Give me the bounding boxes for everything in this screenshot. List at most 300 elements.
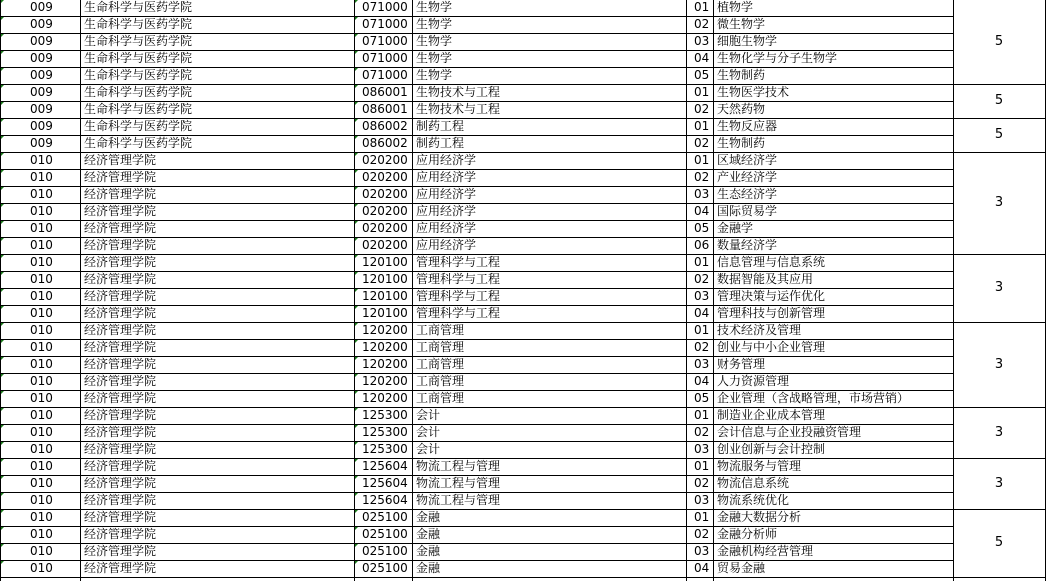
college-code-cell[interactable] — [0, 50, 80, 67]
major-code-cell[interactable] — [354, 560, 412, 577]
college-code-cell[interactable] — [0, 169, 80, 186]
major-code-cell[interactable] — [354, 424, 412, 441]
college-code-cell[interactable] — [0, 118, 80, 135]
major-code-cell[interactable] — [354, 407, 412, 424]
major-name-cell[interactable] — [412, 152, 686, 169]
direction-code-cell[interactable] — [686, 407, 713, 424]
direction-code-cell[interactable] — [686, 339, 713, 356]
grid-line — [0, 84, 953, 85]
cell-text: 创业创新与会计控制 — [717, 442, 826, 456]
major-code-cell[interactable] — [354, 509, 412, 526]
college-name-cell[interactable] — [80, 458, 354, 475]
direction-name-cell[interactable] — [713, 135, 953, 152]
cell-text: 金融 — [416, 527, 441, 541]
direction-code-cell[interactable] — [686, 152, 713, 169]
major-name-cell[interactable] — [412, 169, 686, 186]
major-name-cell[interactable] — [412, 356, 686, 373]
direction-name-cell[interactable] — [713, 152, 953, 169]
cell-text: 02 — [694, 340, 710, 354]
college-name-cell[interactable] — [80, 152, 354, 169]
direction-code-cell[interactable] — [686, 135, 713, 152]
college-name-cell[interactable] — [80, 339, 354, 356]
college-name-cell[interactable] — [80, 220, 354, 237]
college-name-cell[interactable] — [80, 271, 354, 288]
college-name-cell[interactable] — [80, 203, 354, 220]
major-code-cell[interactable] — [354, 237, 412, 254]
direction-name-cell[interactable] — [713, 288, 953, 305]
direction-code-cell[interactable] — [686, 33, 713, 50]
cell-text: 经济管理学院 — [84, 323, 157, 337]
major-name-cell[interactable] — [412, 254, 686, 271]
credit-cell[interactable]: 3 — [994, 357, 1004, 372]
cell-text: 125300 — [362, 408, 408, 422]
college-code-cell[interactable] — [0, 407, 80, 424]
major-code-cell[interactable] — [354, 441, 412, 458]
cell-text: 01 — [694, 408, 710, 422]
college-code-cell[interactable] — [0, 475, 80, 492]
cell-text: 010 — [30, 527, 53, 541]
direction-name-cell[interactable] — [713, 186, 953, 203]
cell-text: 03 — [694, 493, 710, 507]
college-code-cell[interactable] — [0, 339, 80, 356]
major-code-cell[interactable] — [354, 492, 412, 509]
direction-name-cell[interactable] — [713, 390, 953, 407]
major-code-cell[interactable] — [354, 271, 412, 288]
college-code-cell[interactable] — [0, 356, 80, 373]
college-name-cell[interactable] — [80, 441, 354, 458]
major-name-cell[interactable] — [412, 220, 686, 237]
college-name-cell[interactable] — [80, 492, 354, 509]
college-code-cell[interactable] — [0, 458, 80, 475]
cell-text: 金融分析师 — [717, 527, 778, 541]
direction-code-cell[interactable] — [686, 288, 713, 305]
major-code-cell[interactable] — [354, 84, 412, 101]
cell-text: 01 — [694, 255, 710, 269]
cell-text: 03 — [694, 289, 710, 303]
college-code-cell[interactable] — [0, 16, 80, 33]
major-name-cell[interactable] — [412, 33, 686, 50]
cell-text: 生命科学与医药学院 — [84, 17, 193, 31]
cell-text: 制造业企业成本管理 — [717, 408, 826, 422]
cell-text: 01 — [694, 510, 710, 524]
grid-line — [0, 577, 953, 578]
college-name-cell[interactable] — [80, 543, 354, 560]
major-code-cell[interactable] — [354, 322, 412, 339]
college-name-cell[interactable] — [80, 424, 354, 441]
cell-text: 经济管理学院 — [84, 306, 157, 320]
direction-name-cell[interactable] — [713, 458, 953, 475]
cell-text: 010 — [30, 221, 53, 235]
direction-code-cell[interactable] — [686, 492, 713, 509]
major-code-cell[interactable] — [354, 33, 412, 50]
cell-text: 120200 — [362, 357, 408, 371]
college-code-cell[interactable] — [0, 492, 80, 509]
direction-code-cell[interactable] — [686, 526, 713, 543]
direction-name-cell[interactable] — [713, 492, 953, 509]
grid-line — [0, 118, 953, 119]
major-name-cell[interactable] — [412, 407, 686, 424]
cell-text: 010 — [30, 408, 53, 422]
direction-name-cell[interactable] — [713, 526, 953, 543]
college-name-cell[interactable] — [80, 373, 354, 390]
direction-name-cell[interactable] — [713, 84, 953, 101]
direction-code-cell[interactable] — [686, 203, 713, 220]
college-name-cell[interactable] — [80, 356, 354, 373]
major-code-cell[interactable] — [354, 67, 412, 84]
direction-code-cell[interactable] — [686, 322, 713, 339]
direction-name-cell[interactable] — [713, 101, 953, 118]
grid-line — [0, 475, 953, 476]
cell-text: 生命科学与医药学院 — [84, 136, 193, 150]
college-code-cell[interactable] — [0, 390, 80, 407]
cell-text: 04 — [694, 51, 710, 65]
direction-code-cell[interactable] — [686, 305, 713, 322]
cell-text: 经济管理学院 — [84, 255, 157, 269]
direction-code-cell[interactable] — [686, 254, 713, 271]
college-name-cell[interactable] — [80, 322, 354, 339]
college-code-cell[interactable] — [0, 509, 80, 526]
major-code-cell[interactable] — [354, 373, 412, 390]
major-name-cell[interactable] — [412, 186, 686, 203]
direction-code-cell[interactable] — [686, 220, 713, 237]
cell-text: 经济管理学院 — [84, 561, 157, 575]
cell-text: 01 — [694, 85, 710, 99]
major-code-cell[interactable] — [354, 339, 412, 356]
major-name-cell[interactable] — [412, 424, 686, 441]
major-name-cell[interactable] — [412, 492, 686, 509]
cell-text: 制药工程 — [416, 119, 465, 133]
major-code-cell[interactable] — [354, 101, 412, 118]
major-name-cell[interactable] — [412, 288, 686, 305]
direction-code-cell[interactable] — [686, 169, 713, 186]
direction-code-cell[interactable] — [686, 16, 713, 33]
cell-text: 01 — [694, 0, 710, 14]
major-code-cell[interactable] — [354, 152, 412, 169]
cell-text: 物流系统优化 — [717, 493, 790, 507]
major-name-cell[interactable] — [412, 339, 686, 356]
college-name-cell[interactable] — [80, 169, 354, 186]
major-name-cell[interactable] — [412, 543, 686, 560]
direction-code-cell[interactable] — [686, 390, 713, 407]
direction-name-cell[interactable] — [713, 339, 953, 356]
direction-code-cell[interactable] — [686, 560, 713, 577]
direction-name-cell[interactable] — [713, 237, 953, 254]
college-name-cell[interactable] — [80, 67, 354, 84]
grid-line — [0, 0, 1, 581]
grid-line — [0, 560, 953, 561]
direction-code-cell[interactable] — [686, 543, 713, 560]
grid-line — [0, 322, 953, 323]
credit-cell[interactable]: 3 — [994, 195, 1004, 210]
major-name-cell[interactable] — [412, 101, 686, 118]
direction-name-cell[interactable] — [713, 475, 953, 492]
cell-text: 管理科学与工程 — [416, 272, 501, 286]
college-name-cell[interactable] — [80, 33, 354, 50]
cell-text: 生物制药 — [717, 68, 766, 82]
cell-text: 经济管理学院 — [84, 527, 157, 541]
direction-name-cell[interactable] — [713, 373, 953, 390]
cell-text: 经济管理学院 — [84, 272, 157, 286]
cell-text: 生命科学与医药学院 — [84, 34, 193, 48]
major-name-cell[interactable] — [412, 84, 686, 101]
direction-name-cell[interactable] — [713, 560, 953, 577]
major-name-cell[interactable] — [412, 475, 686, 492]
direction-code-cell[interactable] — [686, 50, 713, 67]
major-code-cell[interactable] — [354, 526, 412, 543]
direction-name-cell[interactable] — [713, 33, 953, 50]
major-name-cell[interactable] — [412, 373, 686, 390]
college-code-cell[interactable] — [0, 254, 80, 271]
cell-text: 010 — [30, 255, 53, 269]
credit-cell[interactable]: 5 — [994, 127, 1004, 142]
major-code-cell[interactable] — [354, 288, 412, 305]
cell-text: 009 — [30, 34, 53, 48]
grid-line — [1045, 0, 1046, 581]
credit-cell[interactable]: 3 — [994, 425, 1004, 440]
major-name-cell[interactable] — [412, 50, 686, 67]
cell-text: 经济管理学院 — [84, 510, 157, 524]
direction-name-cell[interactable] — [713, 305, 953, 322]
direction-name-cell[interactable] — [713, 356, 953, 373]
college-code-cell[interactable] — [0, 203, 80, 220]
direction-code-cell[interactable] — [686, 118, 713, 135]
college-name-cell[interactable] — [80, 390, 354, 407]
direction-code-cell[interactable] — [686, 67, 713, 84]
direction-name-cell[interactable] — [713, 271, 953, 288]
college-name-cell[interactable] — [80, 186, 354, 203]
direction-code-cell[interactable] — [686, 101, 713, 118]
direction-name-cell[interactable] — [713, 50, 953, 67]
college-code-cell[interactable] — [0, 288, 80, 305]
grid-line — [0, 152, 953, 153]
cell-text: 05 — [694, 68, 710, 82]
college-code-cell[interactable] — [0, 101, 80, 118]
cell-text: 经济管理学院 — [84, 187, 157, 201]
college-name-cell[interactable] — [80, 407, 354, 424]
major-code-cell[interactable] — [354, 254, 412, 271]
cell-text: 120100 — [362, 289, 408, 303]
college-name-cell[interactable] — [80, 84, 354, 101]
credit-cell[interactable]: 5 — [994, 34, 1004, 49]
direction-code-cell[interactable] — [686, 373, 713, 390]
major-name-cell[interactable] — [412, 0, 686, 16]
college-code-cell[interactable] — [0, 33, 80, 50]
cell-text: 工商管理 — [416, 357, 465, 371]
direction-name-cell[interactable] — [713, 0, 953, 16]
cell-text: 03 — [694, 442, 710, 456]
grid-line — [0, 169, 953, 170]
cell-text: 人力资源管理 — [717, 374, 790, 388]
grid-line — [713, 0, 714, 581]
major-code-cell[interactable] — [354, 135, 412, 152]
college-code-cell[interactable] — [0, 424, 80, 441]
direction-name-cell[interactable] — [713, 254, 953, 271]
cell-text: 国际贸易学 — [717, 204, 778, 218]
college-name-cell[interactable] — [80, 560, 354, 577]
grid-line — [412, 0, 413, 581]
cell-text: 05 — [694, 391, 710, 405]
major-code-cell[interactable] — [354, 186, 412, 203]
major-name-cell[interactable] — [412, 271, 686, 288]
college-code-cell[interactable] — [0, 135, 80, 152]
major-code-cell[interactable] — [354, 203, 412, 220]
major-name-cell[interactable] — [412, 526, 686, 543]
college-code-cell[interactable] — [0, 543, 80, 560]
major-name-cell[interactable] — [412, 560, 686, 577]
college-code-cell[interactable] — [0, 220, 80, 237]
cell-text: 工商管理 — [416, 323, 465, 337]
major-code-cell[interactable] — [354, 356, 412, 373]
major-code-cell[interactable] — [354, 543, 412, 560]
direction-name-cell[interactable] — [713, 509, 953, 526]
major-name-cell[interactable] — [412, 16, 686, 33]
major-code-cell[interactable] — [354, 475, 412, 492]
college-code-cell[interactable] — [0, 526, 80, 543]
cell-text: 技术经济及管理 — [717, 323, 802, 337]
major-code-cell[interactable] — [354, 220, 412, 237]
college-code-cell[interactable] — [0, 373, 80, 390]
cell-text: 细胞生物学 — [717, 34, 778, 48]
direction-code-cell[interactable] — [686, 84, 713, 101]
cell-text: 生物学 — [416, 51, 453, 65]
cell-text: 120100 — [362, 306, 408, 320]
college-name-cell[interactable] — [80, 101, 354, 118]
college-name-cell[interactable] — [80, 135, 354, 152]
cell-text: 经济管理学院 — [84, 357, 157, 371]
cell-text: 02 — [694, 272, 710, 286]
college-code-cell[interactable] — [0, 305, 80, 322]
credit-cell[interactable]: 5 — [994, 93, 1004, 108]
direction-code-cell[interactable] — [686, 237, 713, 254]
cell-text: 02 — [694, 170, 710, 184]
college-name-cell[interactable] — [80, 288, 354, 305]
direction-code-cell[interactable] — [686, 424, 713, 441]
college-code-cell[interactable] — [0, 67, 80, 84]
major-code-cell[interactable] — [354, 390, 412, 407]
college-name-cell[interactable] — [80, 526, 354, 543]
college-name-cell[interactable] — [80, 0, 354, 16]
cell-text: 04 — [694, 306, 710, 320]
direction-name-cell[interactable] — [713, 67, 953, 84]
grid-line — [953, 577, 1045, 578]
cell-text: 经济管理学院 — [84, 204, 157, 218]
college-name-cell[interactable] — [80, 16, 354, 33]
major-name-cell[interactable] — [412, 237, 686, 254]
major-name-cell[interactable] — [412, 458, 686, 475]
college-name-cell[interactable] — [80, 50, 354, 67]
major-name-cell[interactable] — [412, 441, 686, 458]
cell-text: 经济管理学院 — [84, 289, 157, 303]
cell-text: 经济管理学院 — [84, 442, 157, 456]
major-code-cell[interactable] — [354, 169, 412, 186]
major-code-cell[interactable] — [354, 118, 412, 135]
major-name-cell[interactable] — [412, 509, 686, 526]
college-name-cell[interactable] — [80, 237, 354, 254]
direction-code-cell[interactable] — [686, 509, 713, 526]
direction-code-cell[interactable] — [686, 356, 713, 373]
cell-text: 物流信息系统 — [717, 476, 790, 490]
cell-text: 071000 — [362, 0, 408, 14]
major-name-cell[interactable] — [412, 390, 686, 407]
direction-code-cell[interactable] — [686, 475, 713, 492]
credit-cell[interactable]: 5 — [994, 535, 1004, 550]
major-name-cell[interactable] — [412, 305, 686, 322]
grid-line — [0, 67, 953, 68]
direction-name-cell[interactable] — [713, 407, 953, 424]
college-code-cell[interactable] — [0, 322, 80, 339]
cell-text: 06 — [694, 238, 710, 252]
direction-name-cell[interactable] — [713, 203, 953, 220]
major-name-cell[interactable] — [412, 67, 686, 84]
direction-name-cell[interactable] — [713, 322, 953, 339]
major-code-cell[interactable] — [354, 458, 412, 475]
college-code-cell[interactable] — [0, 237, 80, 254]
college-name-cell[interactable] — [80, 509, 354, 526]
direction-code-cell[interactable] — [686, 271, 713, 288]
college-code-cell[interactable] — [0, 441, 80, 458]
cell-text: 生态经济学 — [717, 187, 778, 201]
direction-name-cell[interactable] — [713, 118, 953, 135]
direction-code-cell[interactable] — [686, 186, 713, 203]
cell-text: 009 — [30, 17, 53, 31]
major-code-cell[interactable] — [354, 0, 412, 16]
college-name-cell[interactable] — [80, 305, 354, 322]
major-name-cell[interactable] — [412, 135, 686, 152]
college-code-cell[interactable] — [0, 0, 80, 16]
college-code-cell[interactable] — [0, 186, 80, 203]
cell-text: 120100 — [362, 255, 408, 269]
college-code-cell[interactable] — [0, 152, 80, 169]
direction-name-cell[interactable] — [713, 543, 953, 560]
cell-text: 009 — [30, 102, 53, 116]
cell-text: 工商管理 — [416, 391, 465, 405]
direction-name-cell[interactable] — [713, 169, 953, 186]
major-code-cell[interactable] — [354, 16, 412, 33]
major-name-cell[interactable] — [412, 118, 686, 135]
direction-name-cell[interactable] — [713, 424, 953, 441]
cell-text: 金融机构经营管理 — [717, 544, 814, 558]
direction-code-cell[interactable] — [686, 0, 713, 16]
credit-cell[interactable]: 3 — [994, 476, 1004, 491]
cell-text: 009 — [30, 136, 53, 150]
grid-line — [0, 407, 953, 408]
college-name-cell[interactable] — [80, 475, 354, 492]
major-code-cell[interactable] — [354, 50, 412, 67]
college-code-cell[interactable] — [0, 271, 80, 288]
grid-line — [0, 339, 953, 340]
direction-name-cell[interactable] — [713, 16, 953, 33]
cell-text: 010 — [30, 476, 53, 490]
credit-cell[interactable]: 3 — [994, 280, 1004, 295]
major-name-cell[interactable] — [412, 322, 686, 339]
college-name-cell[interactable] — [80, 118, 354, 135]
cell-text: 009 — [30, 85, 53, 99]
college-code-cell[interactable] — [0, 560, 80, 577]
direction-name-cell[interactable] — [713, 220, 953, 237]
major-name-cell[interactable] — [412, 203, 686, 220]
cell-text: 020200 — [362, 204, 408, 218]
cell-text: 086002 — [362, 136, 408, 150]
direction-name-cell[interactable] — [713, 441, 953, 458]
college-name-cell[interactable] — [80, 254, 354, 271]
cell-text: 025100 — [362, 510, 408, 524]
direction-code-cell[interactable] — [686, 441, 713, 458]
college-code-cell[interactable] — [0, 84, 80, 101]
cell-text: 财务管理 — [717, 357, 766, 371]
grid-line — [686, 0, 687, 581]
direction-code-cell[interactable] — [686, 458, 713, 475]
major-code-cell[interactable] — [354, 305, 412, 322]
